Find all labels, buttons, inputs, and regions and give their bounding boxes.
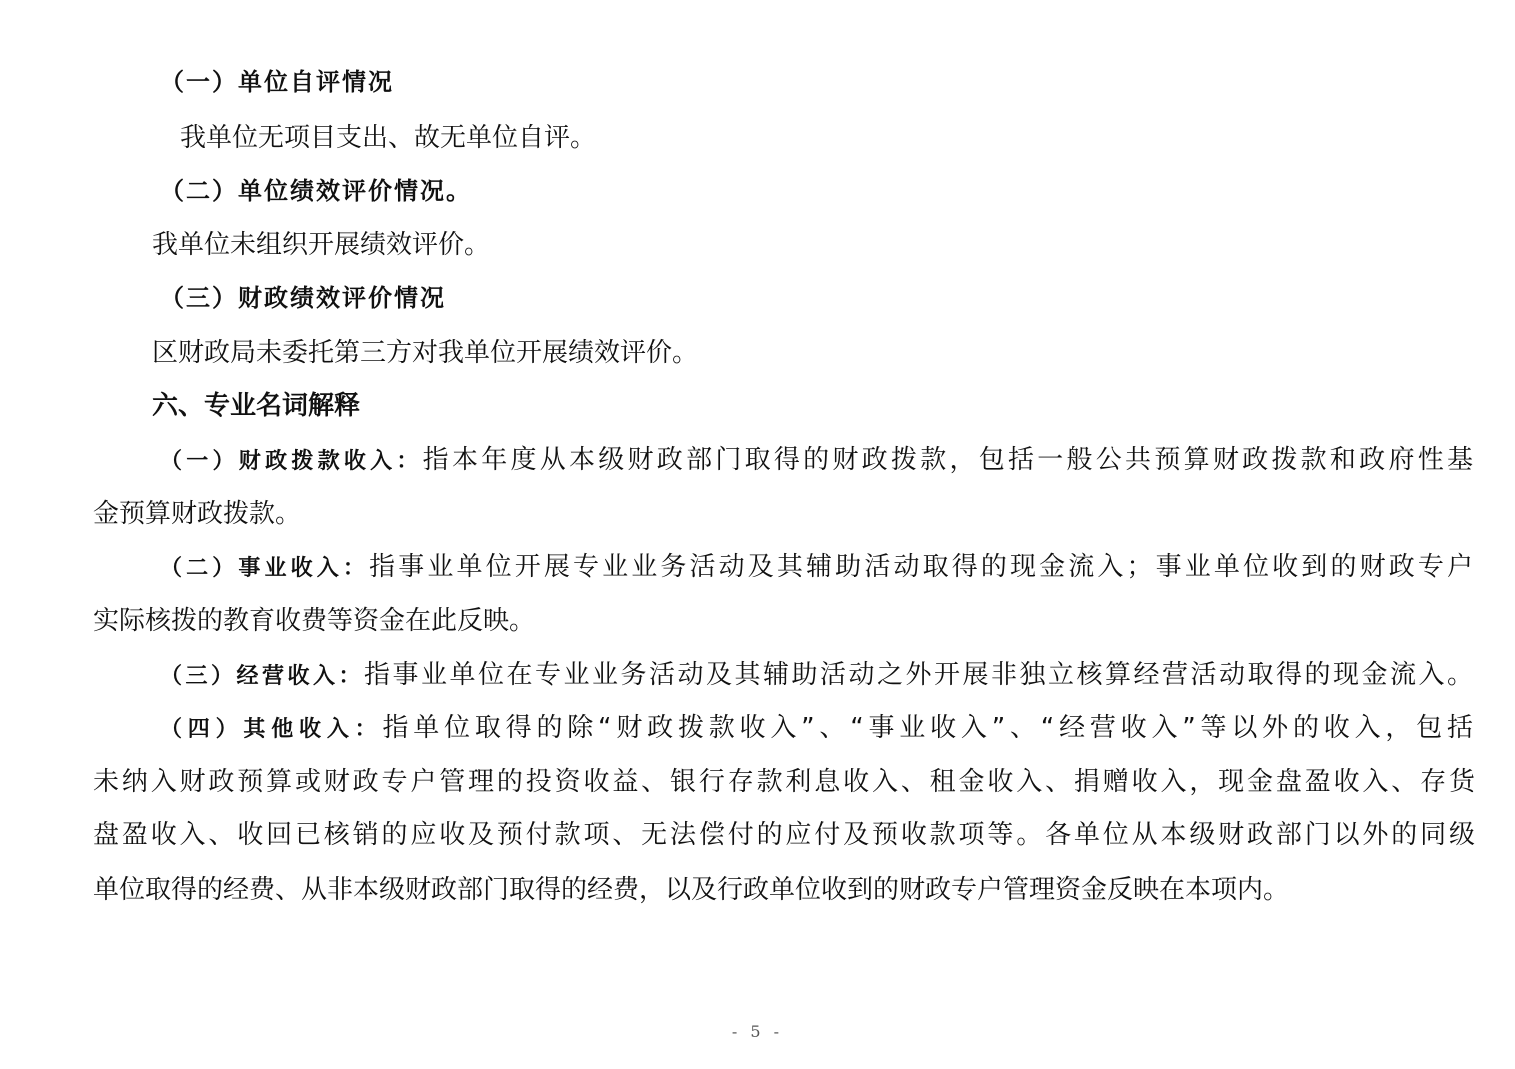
glossary-definition-line: 指事业单位在专业业务活动及其辅助活动之外开展非独立核算经营活动取得的现金流入。 — [364, 660, 1473, 690]
section-heading-unit-self-evaluation: （一）单位自评情况 — [160, 67, 394, 96]
section-body-unit-self-evaluation: 我单位无项目支出、故无单位自评。 — [180, 123, 597, 153]
glossary-item-other-income — [160, 712, 1473, 745]
section-heading-fiscal-performance-evaluation: （三）财政绩效评价情况 — [160, 283, 446, 312]
glossary-term: （二）事业收入： — [160, 555, 370, 581]
glossary-term: （一）财政拨款收入： — [160, 448, 423, 474]
glossary-definition-line: 实际核拨的教育收费等资金在此反映。 — [93, 606, 536, 636]
glossary-title: 六、专业名词解释 — [152, 391, 361, 421]
section-body-unit-performance-evaluation: 我单位未组织开展绩效评价。 — [152, 230, 491, 260]
section-body-fiscal-performance-evaluation: 区财政局未委托第三方对我单位开展绩效评价。 — [152, 338, 699, 368]
glossary-term: （三）经营收入： — [160, 663, 364, 689]
page-number: - 5 - — [731, 1022, 784, 1041]
glossary-definition-line: 金预算财政拨款。 — [93, 499, 302, 529]
glossary-definition-line: 指单位取得的除“财政拨款收入”、“事业收入”、“经营收入”等以外的收入，包括 — [382, 713, 1473, 743]
glossary-item-fiscal-appropriation — [160, 444, 1473, 477]
glossary-term: （四）其他收入： — [160, 716, 383, 742]
glossary-item-operating-income — [160, 659, 1473, 692]
glossary-definition-line: 单位取得的经费、从非本级财政部门取得的经费，以及行政单位收到的财政专户管理资金反映在本项内。 — [93, 875, 1290, 905]
glossary-definition-line: 未纳入财政预算或财政专户管理的投资收益、银行存款利息收入、租金收入、捐赠收入，现金盘盈收入、存货 — [93, 767, 1475, 797]
section-heading-unit-performance-evaluation: （二）单位绩效评价情况。 — [160, 176, 472, 205]
glossary-definition-line: 盘盈收入、收回已核销的应收及预付款项、无法偿付的应付及预收款项等。各单位从本级财政部门以外的同级 — [93, 820, 1475, 850]
glossary-definition-line: 指事业单位开展专业业务活动及其辅助活动取得的现金流入；事业单位收到的财政专户 — [369, 552, 1473, 582]
glossary-item-business-income — [160, 551, 1473, 584]
glossary-definition-line: 指本年度从本级财政部门取得的财政拨款，包括一般公共预算财政拨款和政府性基 — [422, 445, 1473, 475]
